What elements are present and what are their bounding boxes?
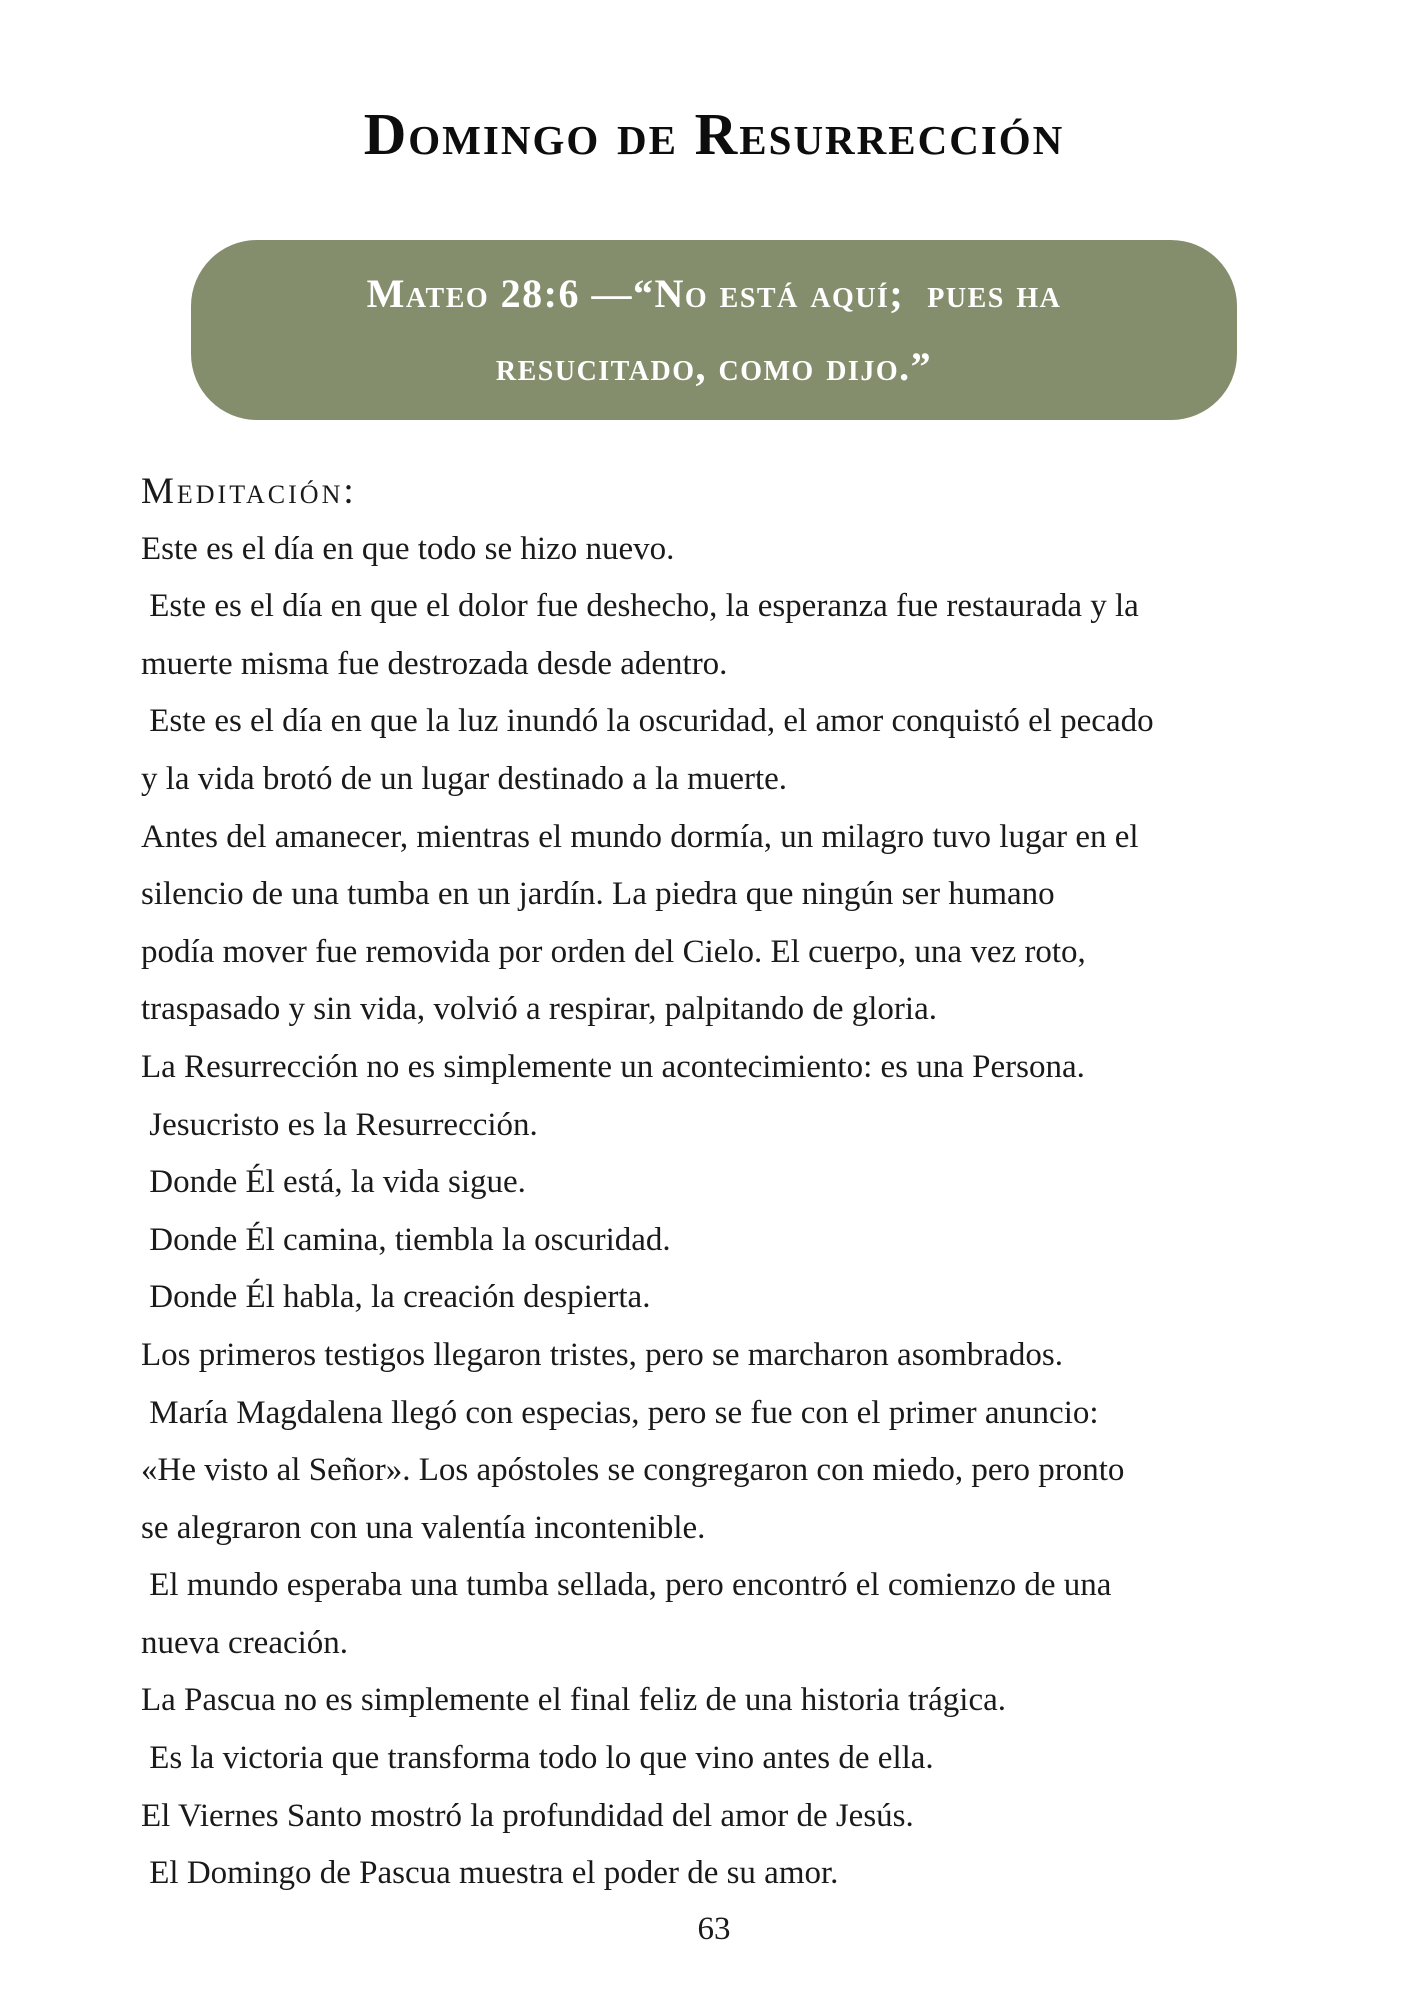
verse-box: [191, 240, 1237, 420]
verse-line-1: Mateo 28:6 —“No está aquí; pues ha: [366, 271, 1062, 316]
meditation-line: Este es el día en que la luz inundó la oscuridad, el amor conquistó el pecado: [141, 703, 1154, 740]
meditation-line: muerte misma fue destrozada desde adentro.: [141, 645, 728, 682]
meditation-line: Antes del amanecer, mientras el mundo dormía, un milagro tuvo lugar en el: [141, 818, 1139, 855]
meditation-line: El mundo esperaba una tumba sellada, pero encontró el comienzo de una: [141, 1567, 1112, 1604]
meditation-line: María Magdalena llegó con especias, pero se fue con el primer anuncio:: [141, 1394, 1099, 1431]
meditation-line: El Domingo de Pascua muestra el poder de su amor.: [141, 1855, 839, 1892]
meditation-line: se alegraron con una valentía incontenible.: [141, 1509, 706, 1546]
meditation-line: Donde Él habla, la creación despierta.: [141, 1279, 651, 1316]
verse-line-2: resucitado, como dijo.”: [495, 344, 933, 389]
meditation-line: Los primeros testigos llegaron tristes, pero se marcharon asombrados.: [141, 1336, 1063, 1373]
meditation-line: Donde Él está, la vida sigue.: [141, 1164, 526, 1201]
meditation-line: La Resurrección no es simplemente un acontecimiento: es una Persona.: [141, 1048, 1085, 1085]
meditation-line: podía mover fue removida por orden del Cielo. El cuerpo, una vez roto,: [141, 933, 1086, 970]
page-number: 63: [697, 1911, 731, 1947]
meditation-line: Donde Él camina, tiembla la oscuridad.: [141, 1221, 671, 1258]
page-title: Domingo de Resurrección: [363, 101, 1065, 167]
meditation-line: Jesucristo es la Resurrección.: [141, 1106, 538, 1143]
meditation-line: nueva creación.: [141, 1624, 349, 1661]
meditation-line: silencio de una tumba en un jardín. La piedra que ningún ser humano: [141, 876, 1055, 913]
meditation-line: Este es el día en que el dolor fue deshecho, la esperanza fue restaurada y la: [141, 588, 1139, 625]
meditation-line: «He visto al Señor». Los apóstoles se congregaron con miedo, pero pronto: [141, 1452, 1125, 1489]
meditation-line: y la vida brotó de un lugar destinado a la muerte.: [141, 760, 788, 797]
meditation-line: Este es el día en que todo se hizo nuevo.: [141, 530, 675, 567]
meditation-line: traspasado y sin vida, volvió a respirar, palpitando de gloria.: [141, 991, 937, 1028]
meditation-line: La Pascua no es simplemente el final feliz de una historia trágica.: [141, 1682, 1007, 1719]
meditation-section: [141, 463, 1318, 1903]
meditation-line: Es la victoria que transforma todo lo que vino antes de ella.: [141, 1740, 934, 1777]
meditation-heading: Meditación:: [141, 471, 357, 512]
meditation-line: El Viernes Santo mostró la profundidad del amor de Jesús.: [141, 1797, 914, 1834]
